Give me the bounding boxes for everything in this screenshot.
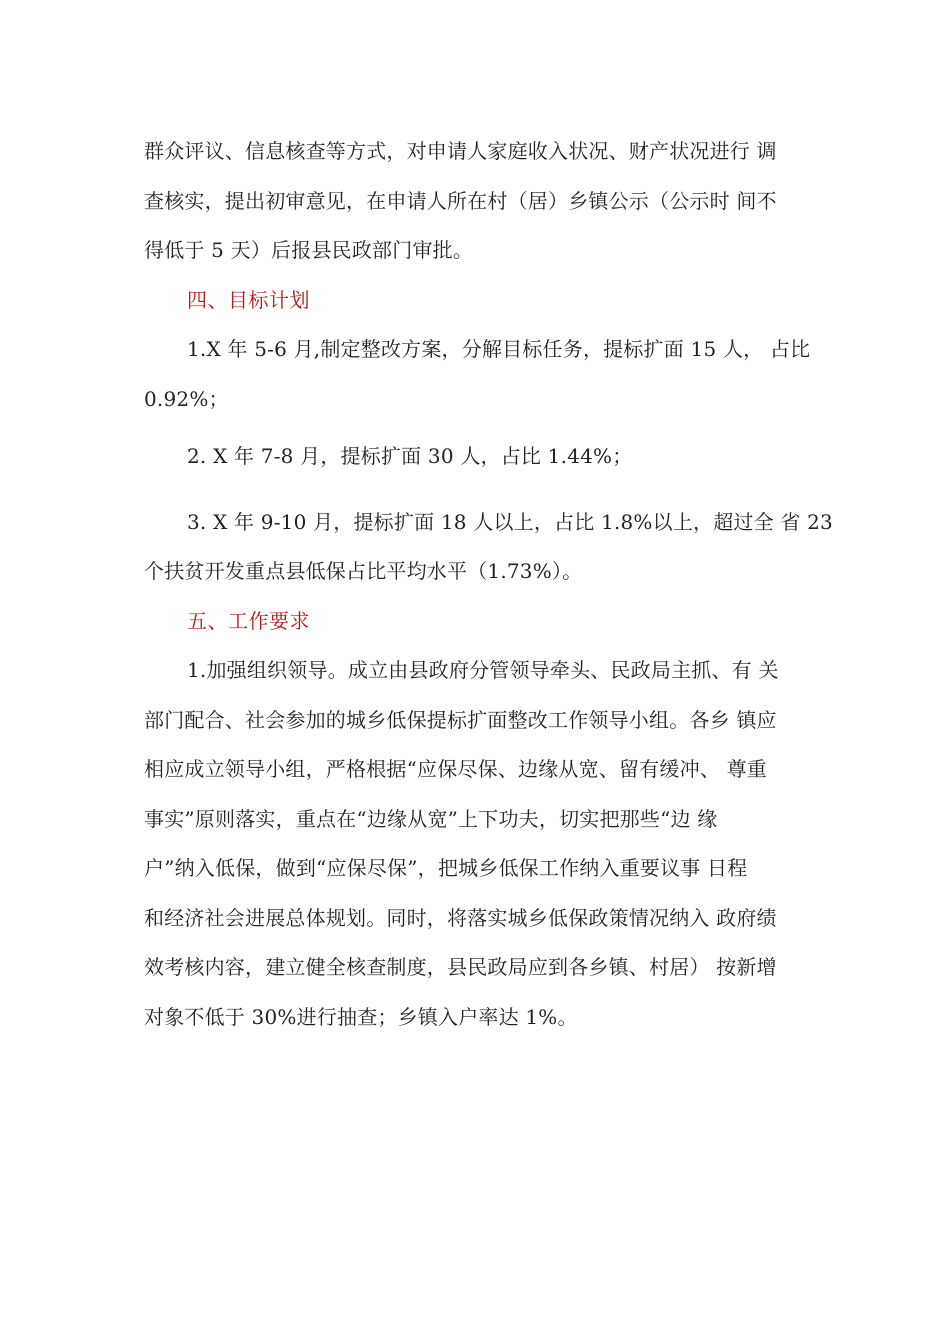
text-line: 效考核内容，建立健全核查制度，县民政局应到各乡镇、村居） 按新增	[144, 955, 777, 979]
text-line: 得低于 5 天）后报县民政部门审批。	[144, 238, 474, 262]
text-line: 户”纳入低保，做到“应保尽保”，把城乡低保工作纳入重要议事 日程	[144, 856, 748, 880]
document-body	[144, 127, 833, 1042]
requirement-item-1	[144, 646, 820, 1042]
goal-item-2	[144, 432, 820, 482]
text-line: 和经济社会进展总体规划。同时，将落实城乡低保政策情况纳入 政府绩	[144, 905, 777, 930]
text-line: 1.X 年 5-6 月,制定整改方案，分解目标任务，提标扩面 15 人， 占比	[187, 337, 811, 361]
text-line: 查核实，提出初审意见，在申请人所在村（居）乡镇公示（公示时 间不	[144, 188, 777, 213]
text-line: 2. X 年 7-8 月，提标扩面 30 人，占比 1.44%；	[187, 444, 633, 468]
text-line: 0.92%；	[144, 386, 229, 411]
text-line: 事实”原则落实，重点在“边缘从宽”上下功夫，切实把那些“边 缘	[144, 806, 718, 831]
goal-item-1	[144, 325, 820, 424]
text-line: 对象不低于 30%进行抽查；乡镇入户率达 1%。	[144, 1004, 578, 1029]
text-line: 部门配合、社会参加的城乡低保提标扩面整改工作领导小组。各乡 镇应	[144, 707, 777, 732]
section-heading-goals: 四、目标计划	[187, 287, 310, 312]
intro-paragraph	[144, 127, 820, 276]
text-line: 群众评议、信息核查等方式，对申请人家庭收入状况、财产状况进行 调	[144, 139, 777, 163]
text-line: 1.加强组织领导。成立由县政府分管领导牵头、民政局主抓、有 关	[187, 658, 779, 682]
text-line: 3. X 年 9-10 月，提标扩面 18 人以上，占比 1.8%以上，超过全 省 23	[187, 509, 833, 534]
text-line: 相应成立领导小组，严格根据“应保尽保、边缘从宽、留有缓冲、 尊重	[144, 757, 767, 781]
section-heading-requirements: 五、工作要求	[187, 608, 310, 633]
goal-item-3	[144, 498, 833, 597]
text-line: 个扶贫开发重点县低保占比平均水平（1.73%）。	[144, 559, 583, 583]
